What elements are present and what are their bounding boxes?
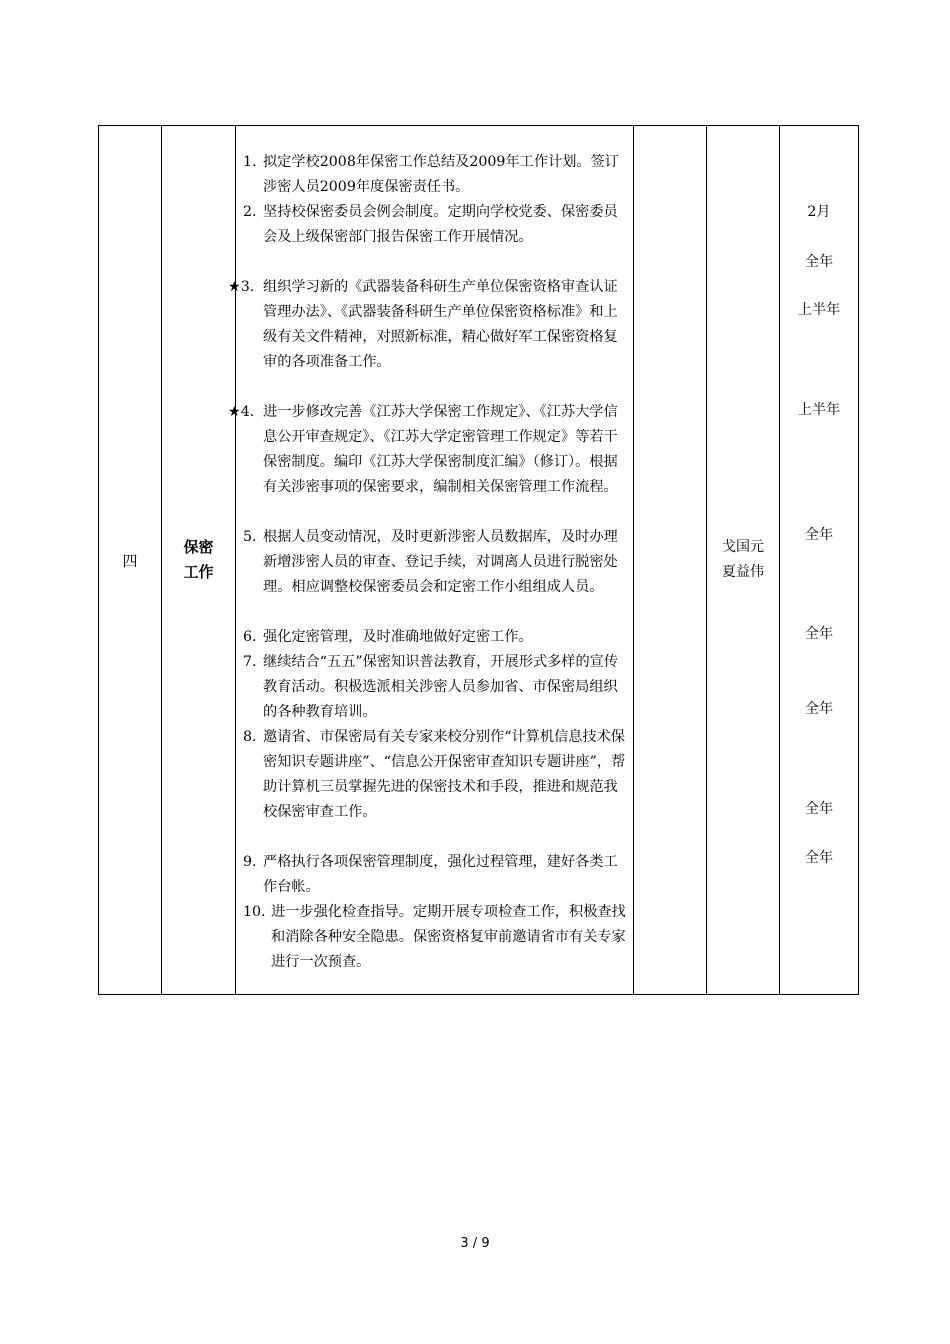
time-label: 上半年 bbox=[797, 402, 841, 418]
content-cell bbox=[228, 126, 634, 995]
page-number: 3 / 9 bbox=[460, 1236, 490, 1251]
time-label: 全年 bbox=[804, 801, 834, 817]
time-label: 上半年 bbox=[797, 302, 841, 318]
table-row bbox=[99, 126, 859, 995]
category-line-1: 保密 bbox=[183, 538, 214, 556]
blank-cell bbox=[634, 126, 707, 995]
list-item: 5. 根据人员变动情况，及时更新涉密人员数据库，及时办理新增涉密人员的审查、登记手续，对调离人员进行脱密处理。相应调整校保密委员会和定密工作小组组成人员。 bbox=[243, 529, 618, 595]
time-label: 全年 bbox=[804, 254, 834, 270]
work-plan-table bbox=[98, 125, 859, 995]
person-line-1: 戈国元 bbox=[722, 539, 764, 555]
list-item: ★3. 组织学习新的《武器装备科研生产单位保密资格审查认证管理办法》、《武器装备科研生产单位保密资格标准》和上级有关文件精神，对照新标准，精心做好军工保密资格复审的各项准备工作。 bbox=[228, 279, 618, 370]
time-label: 2月 bbox=[807, 204, 831, 220]
time-label: 全年 bbox=[804, 626, 834, 642]
list-item: 2. 坚持校保密委员会例会制度。定期向学校党委、保密委员会及上级保密部门报告保密工作开展情况。 bbox=[243, 204, 618, 245]
category-cell bbox=[162, 126, 236, 995]
list-item: ★4. 进一步修改完善《江苏大学保密工作规定》、《江苏大学信息公开审查规定》、《江苏大学定密管理工作规定》等若干保密制度。编印《江苏大学保密制度汇编》（修订）。根据有关涉密事项的保密要求，编制相关保密管理工作流程。 bbox=[228, 404, 618, 495]
list-item: 6. 强化定密管理，及时准确地做好定密工作。 bbox=[243, 629, 533, 645]
person-line-2: 夏益伟 bbox=[722, 564, 764, 580]
list-item: 8. 邀请省、市保密局有关专家来校分别作“计算机信息技术保密知识专题讲座”、“信息公开保密审查知识专题讲座”，帮助计算机三员掌握先进的保密技术和手段，推进和规范我校保密审查工作。 bbox=[243, 729, 626, 820]
category-line-2: 工作 bbox=[183, 563, 214, 581]
list-item: 9. 严格执行各项保密管理制度，强化过程管理，建好各类工作台帐。 bbox=[243, 854, 618, 895]
time-label: 全年 bbox=[804, 850, 834, 866]
list-item: 10. 进一步强化检查指导。定期开展专项检查工作，积极查找和消除各种安全隐患。保密资格复审前邀请省市有关专家进行一次预查。 bbox=[243, 904, 626, 970]
row-number: 四 bbox=[99, 126, 162, 995]
time-label: 全年 bbox=[804, 527, 834, 543]
list-item: 1. 拟定学校2008年保密工作总结及2009年工作计划。签订涉密人员2009年度保密责任书。 bbox=[243, 154, 619, 195]
time-cell bbox=[780, 126, 859, 995]
list-item: 7. 继续结合“五五”保密知识普法教育，开展形式多样的宣传教育活动。积极选派相关涉密人员参加省、市保密局组织的各种教育培训。 bbox=[243, 654, 619, 720]
person-cell bbox=[707, 126, 780, 995]
time-label: 全年 bbox=[804, 701, 834, 717]
